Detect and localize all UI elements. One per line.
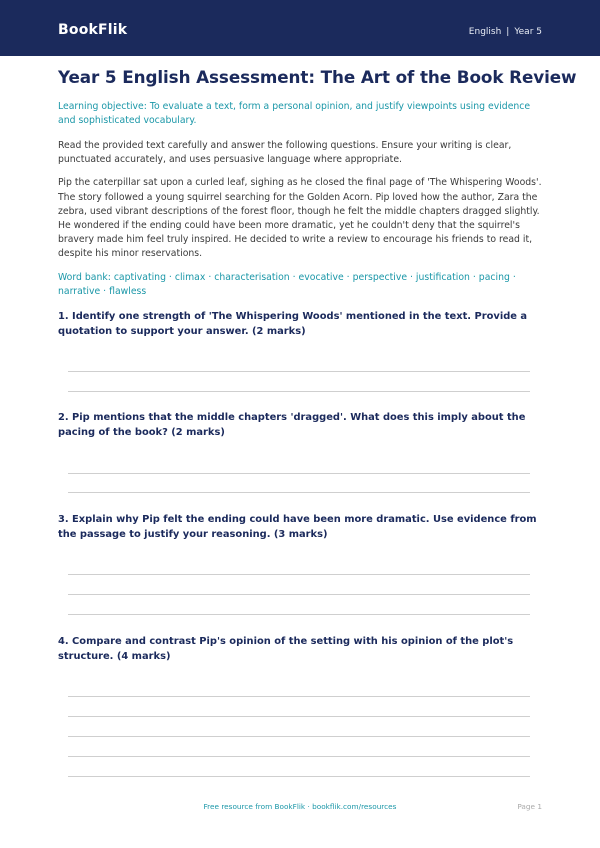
- answer-line[interactable]: [68, 594, 530, 595]
- question-2-text: 2. Pip mentions that the middle chapters 'dragged'. What does this imply about the pacing of the book? (2 marks): [58, 412, 526, 438]
- question-4: [58, 634, 542, 664]
- page-title: Year 5 English Assessment: The Art of the Book Review: [58, 67, 577, 87]
- reading-passage: Pip the caterpillar sat upon a curled leaf, sighing as he closed the final page of 'The Whispering Woods'. The story followed a young squirrel searching for the Golden Acorn. Pip loved how the author, Zara the zebra, used vibrant descriptions of the forest floor, though he felt the middle chapters dragged slightly. He wondered if the ending could have been more dramatic, yet he couldn't deny that the squirrel's bravery made him feel truly inspired. He decided to write a review to encourage his friends to read it, despite his minor reservations.: [58, 177, 542, 260]
- breadcrumb-separator: |: [506, 27, 510, 37]
- subject-label: English: [468, 27, 502, 37]
- answer-line[interactable]: [68, 614, 530, 615]
- worksheet-intro: [58, 66, 577, 299]
- answer-line[interactable]: [68, 574, 530, 575]
- word-bank: Word bank: captivating · climax · characterisation · evocative · perspective · justification · pacing · narrative · flawless: [58, 271, 516, 297]
- instructions-text: Read the provided text carefully and answer the following questions. Ensure your writing is clear, punctuated accurately, and uses persuasive language where appropriate.: [58, 140, 512, 166]
- answer-line[interactable]: [68, 492, 530, 493]
- answer-line[interactable]: [68, 756, 530, 757]
- question-3-text: 3. Explain why Pip felt the ending could have been more dramatic. Use evidence from the passage to justify your reasoning. (3 marks): [58, 514, 537, 540]
- footer-credit-link[interactable]: Free resource from BookFlik · bookflik.com/resources: [203, 802, 397, 811]
- answer-line[interactable]: [68, 736, 530, 737]
- question-1: [58, 309, 542, 339]
- question-4-text: 4. Compare and contrast Pip's opinion of the setting with his opinion of the plot's structure. (4 marks): [58, 636, 514, 662]
- answer-line[interactable]: [68, 776, 530, 777]
- page-number: Page 1: [517, 802, 542, 811]
- question-1-text: 1. Identify one strength of 'The Whispering Woods' mentioned in the text. Provide a quotation to support your answer. (2 marks): [58, 311, 528, 337]
- question-3: [58, 512, 542, 542]
- year-label: Year 5: [514, 27, 542, 37]
- learning-objective: Learning objective: To evaluate a text, form a personal opinion, and justify viewpoints using evidence and sophisticated vocabulary.: [58, 101, 531, 126]
- answer-line[interactable]: [68, 696, 530, 697]
- header-bar: [0, 0, 600, 56]
- answer-line[interactable]: [68, 391, 530, 392]
- subject-breadcrumb: [469, 27, 542, 37]
- answer-line[interactable]: [68, 371, 530, 372]
- answer-line[interactable]: [68, 716, 530, 717]
- answer-line[interactable]: [68, 473, 530, 474]
- question-2: [58, 410, 542, 440]
- brand-logo[interactable]: BookFlik: [58, 22, 128, 38]
